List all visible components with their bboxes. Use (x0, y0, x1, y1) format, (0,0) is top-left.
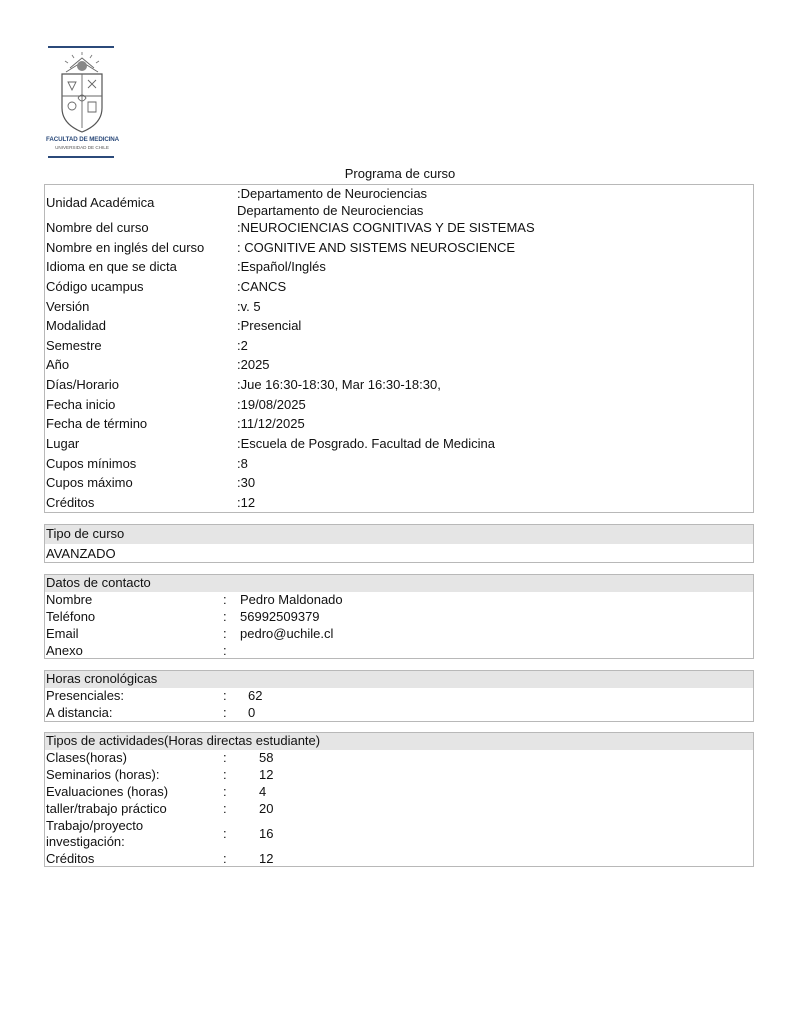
section-header (45, 575, 753, 592)
row-value: :30 (237, 475, 256, 490)
row-value: : COGNITIVE AND SISTEMS NEUROSCIENCE (237, 240, 516, 255)
row-label: Anexo (46, 643, 83, 658)
row-label: Seminarios (horas): (46, 767, 160, 782)
row-value: :12 (237, 495, 256, 510)
row-colon: : (223, 688, 227, 703)
row-label-secondary: investigación: (46, 834, 125, 849)
row-label: Idioma en que se dicta (46, 259, 177, 274)
row-value: :2 (237, 338, 248, 353)
row-value: :v. 5 (237, 299, 261, 314)
row-label: Presenciales: (46, 688, 125, 703)
row-value: 20 (259, 801, 274, 816)
row-value: :Presencial (237, 318, 302, 333)
row-value: :Español/Inglés (237, 259, 326, 274)
hours-section (44, 670, 754, 722)
row-colon: : (223, 643, 227, 658)
row-value: :Escuela de Posgrado. Facultad de Medicina (237, 436, 495, 451)
faculty-logo (46, 46, 118, 160)
row-value: Pedro Maldonado (240, 592, 343, 607)
row-label: Nombre en inglés del curso (46, 240, 205, 255)
coat-of-arms-icon (52, 52, 112, 134)
section-header-label: Tipos de actividades(Horas directas estudiante) (46, 733, 321, 748)
row-value: 16 (259, 826, 274, 841)
row-colon: : (223, 784, 227, 799)
row-value: 62 (248, 688, 263, 703)
logo-top-rule (48, 46, 114, 48)
row-label: taller/trabajo práctico (46, 801, 167, 816)
row-value-secondary: Departamento de Neurociencias (237, 203, 424, 218)
table-row (45, 185, 753, 219)
row-value: :NEUROCIENCIAS COGNITIVAS Y DE SISTEMAS (237, 220, 535, 235)
row-label: Email (46, 626, 79, 641)
row-value: :CANCS (237, 279, 287, 294)
row-label: Fecha de término (46, 416, 148, 431)
section-header-label: Datos de contacto (46, 575, 151, 590)
row-label: Teléfono (46, 609, 96, 624)
row-label: Clases(horas) (46, 750, 127, 765)
row-label: Días/Horario (46, 377, 119, 392)
section-header (45, 671, 753, 688)
row-colon: : (223, 626, 227, 641)
row-colon: : (223, 767, 227, 782)
activities-section (44, 732, 754, 867)
row-value: 4 (259, 784, 267, 799)
row-label: Evaluaciones (horas) (46, 784, 169, 799)
row-value: :2025 (237, 357, 270, 372)
row-value: :11/12/2025 (237, 416, 305, 431)
row-label: Unidad Académica (46, 195, 155, 210)
section-header (45, 525, 753, 544)
row-value: :19/08/2025 (237, 397, 306, 412)
row-label: Cupos máximo (46, 475, 133, 490)
row-value: 56992509379 (240, 609, 320, 624)
row-label: A distancia: (46, 705, 113, 720)
row-colon: : (223, 609, 227, 624)
row-colon: : (223, 705, 227, 720)
row-label: Nombre (46, 592, 93, 607)
section-header-label: Tipo de curso (46, 526, 125, 541)
row-colon: : (223, 750, 227, 765)
page-title: Programa de curso (344, 166, 456, 181)
row-colon: : (223, 826, 227, 841)
row-value: 0 (248, 705, 256, 720)
section-header-label: Horas cronológicas (46, 671, 158, 686)
row-value: 58 (259, 750, 274, 765)
logo-faculty-text: FACULTAD DE MEDICINA (46, 136, 120, 143)
row-label: Créditos (46, 495, 95, 510)
row-value: 12 (259, 767, 274, 782)
row-label: Fecha inicio (46, 397, 116, 412)
row-colon: : (223, 801, 227, 816)
row-colon: : (223, 592, 227, 607)
logo-university-text: UNIVERSIDAD DE CHILE (55, 145, 109, 150)
contact-section (44, 574, 754, 659)
row-label: Trabajo/proyecto (46, 818, 144, 833)
row-colon: : (223, 851, 227, 866)
row-label: Lugar (46, 436, 80, 451)
row-label: Semestre (46, 338, 102, 353)
row-label: Año (46, 357, 70, 372)
row-label: Código ucampus (46, 279, 144, 294)
section-header (45, 733, 753, 750)
logo-bottom-rule (48, 156, 114, 158)
row-value: :Departamento de Neurociencias (237, 186, 428, 201)
row-value: :8 (237, 456, 248, 471)
row-value: :Jue 16:30-18:30, Mar 16:30-18:30, (237, 377, 441, 392)
row-label: Nombre del curso (46, 220, 149, 235)
course-type-value: AVANZADO (46, 546, 116, 561)
row-label: Cupos mínimos (46, 456, 137, 471)
row-value: 12 (259, 851, 274, 866)
row-label: Versión (46, 299, 90, 314)
row-label: Créditos (46, 851, 95, 866)
row-label: Modalidad (46, 318, 106, 333)
row-value: pedro@uchile.cl (240, 626, 334, 641)
course-type-section (44, 524, 754, 563)
general-info-table (44, 184, 754, 513)
